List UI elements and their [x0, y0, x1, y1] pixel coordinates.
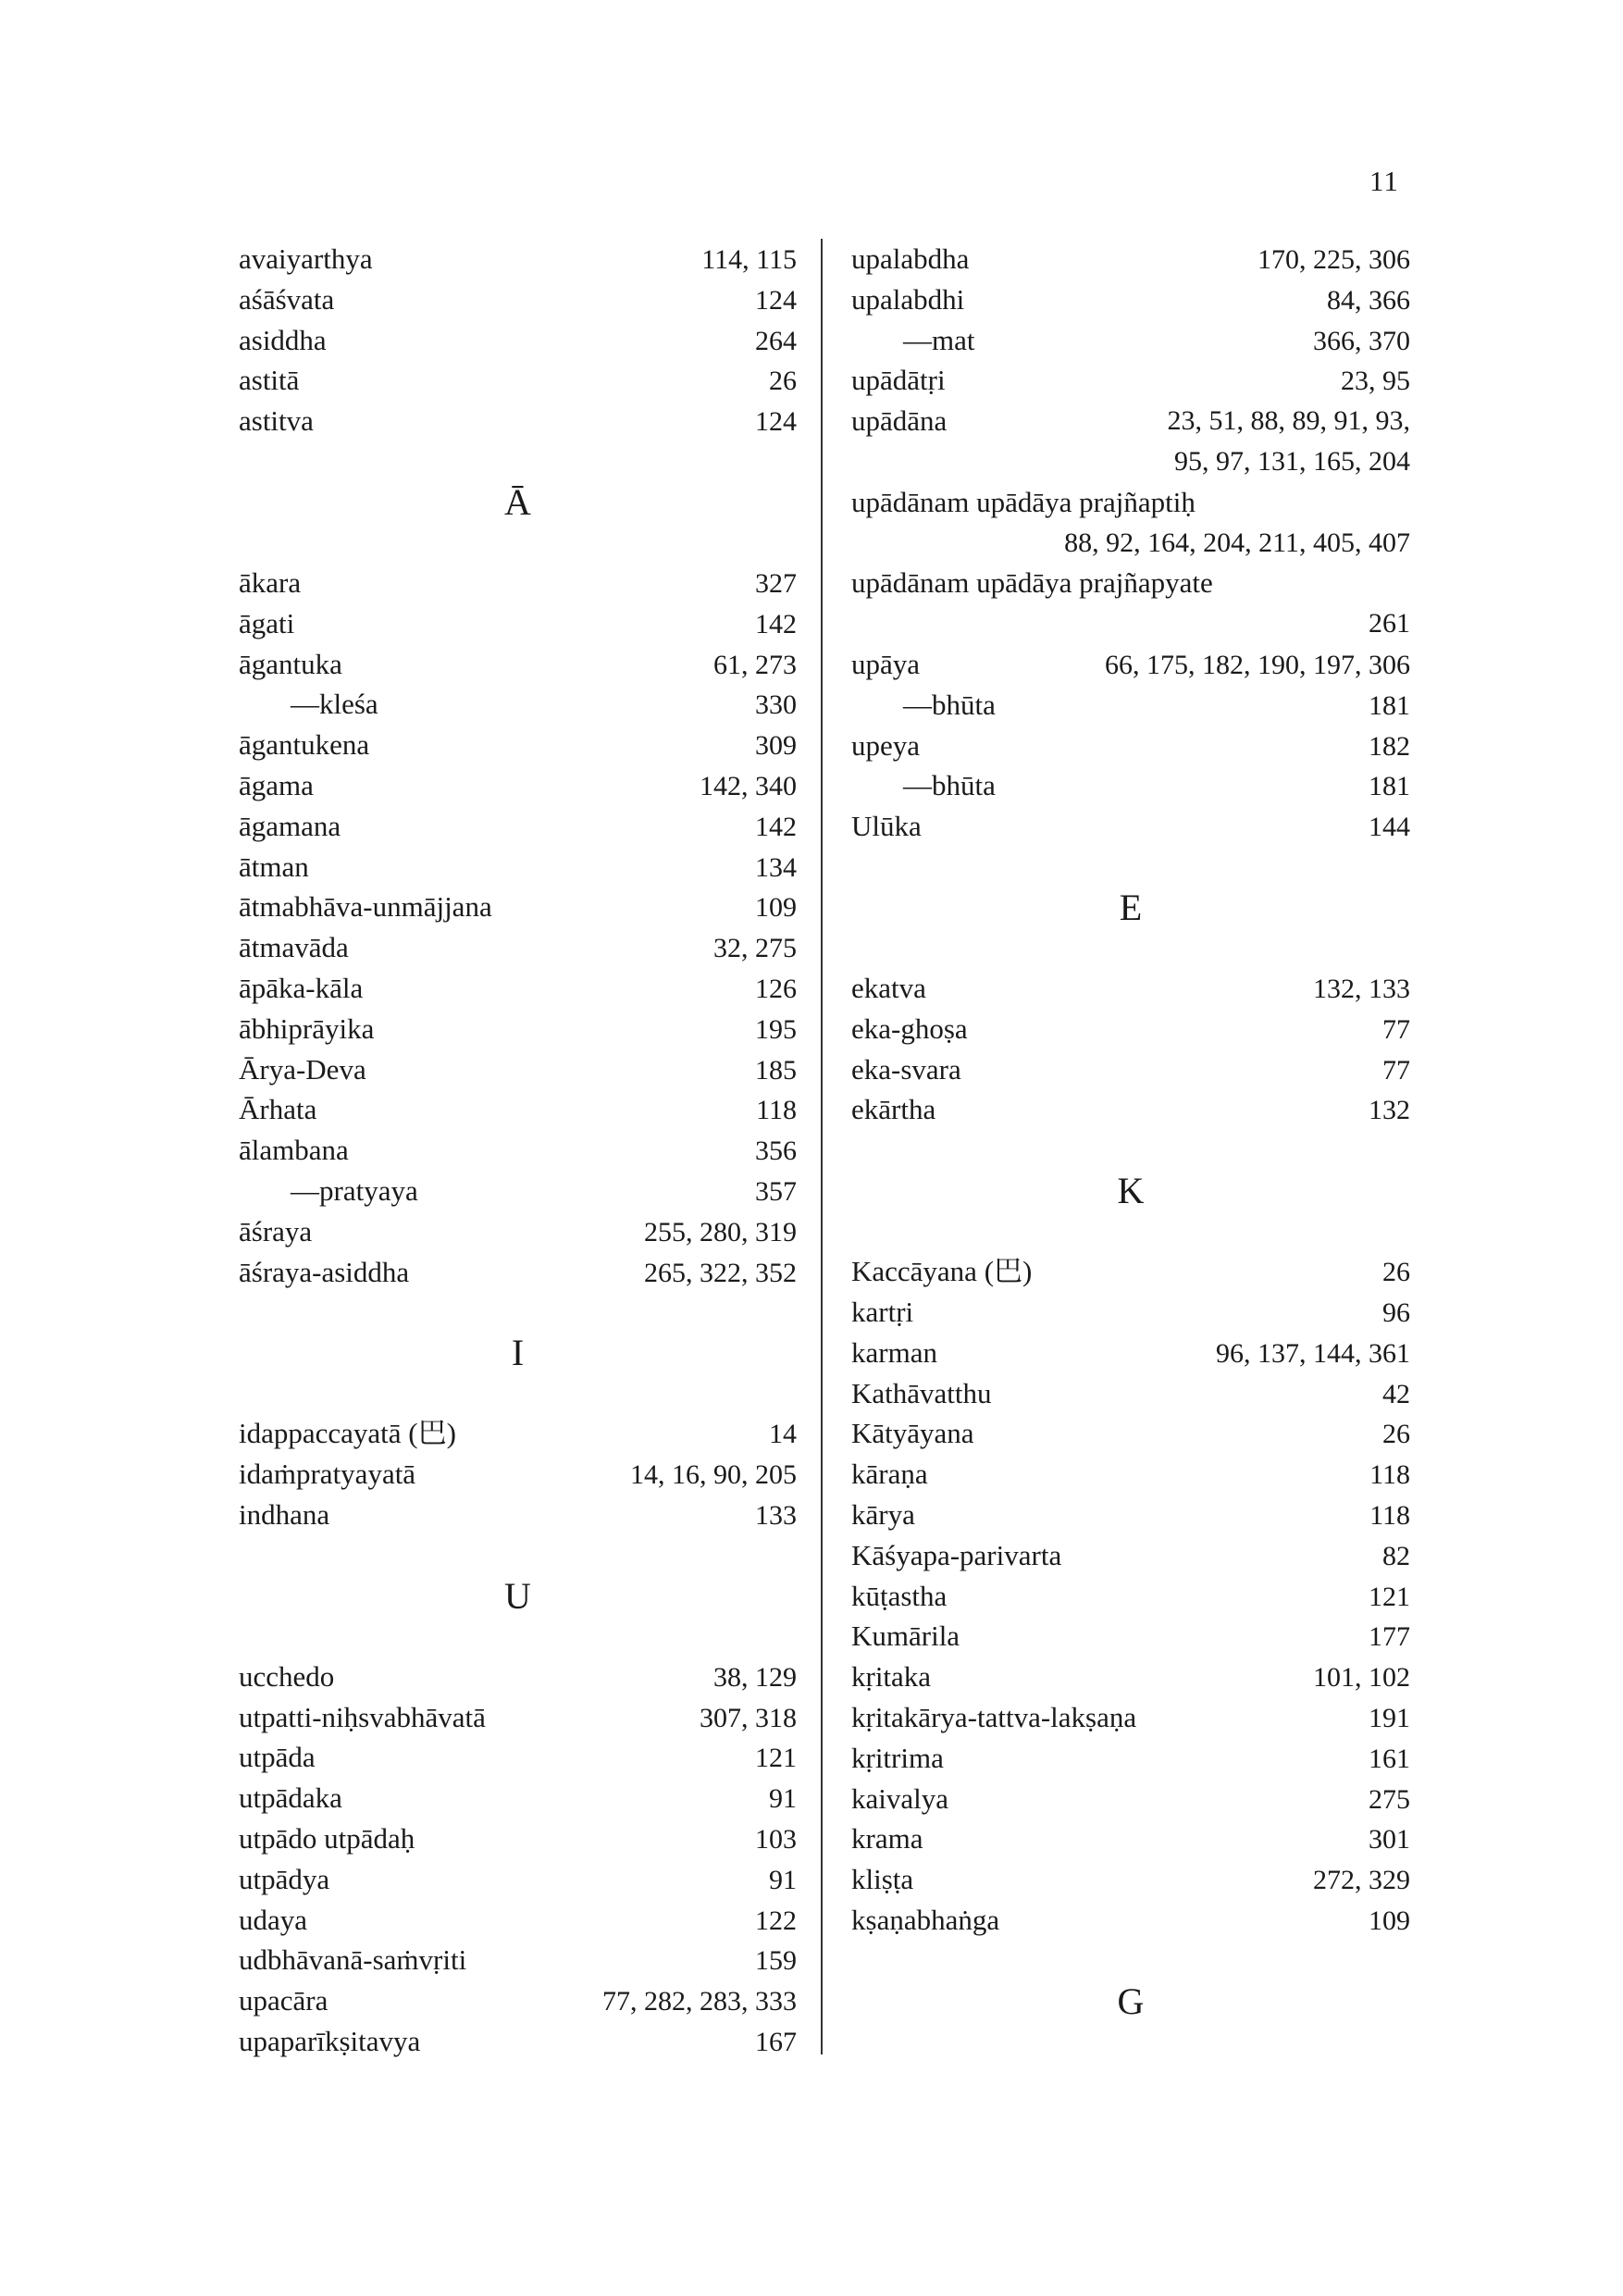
- index-term: kṛitaka: [851, 1660, 932, 1694]
- index-pages: 181: [1369, 771, 1410, 802]
- section-letter-heading: Ā: [504, 480, 531, 523]
- index-entry: [851, 1900, 1410, 1941]
- index-term: āgama: [239, 768, 314, 801]
- index-pages: 301: [1369, 1824, 1410, 1855]
- index-pages: 265, 322, 352: [644, 1257, 797, 1288]
- index-entry: [851, 1454, 1410, 1495]
- column-divider: [821, 239, 823, 2054]
- index-entry: [851, 1657, 1410, 1697]
- index-entry: [239, 1413, 797, 1454]
- index-entry: [851, 1333, 1410, 1373]
- index-pages: 264: [755, 325, 797, 356]
- index-entry: [851, 1089, 1410, 1130]
- index-entry: [239, 279, 797, 320]
- index-subentry: [851, 765, 1410, 806]
- index-term: karman: [851, 1335, 937, 1369]
- index-term: —kleśa: [291, 688, 378, 721]
- section-letter-heading: U: [504, 1574, 531, 1617]
- index-term: udbhāvanā-saṁvṛiti: [239, 1943, 467, 1977]
- index-pages: 309: [755, 730, 797, 762]
- index-term: eka-ghoṣa: [851, 1011, 968, 1045]
- index-pages: 91: [769, 1783, 797, 1815]
- index-pages: 142: [755, 811, 797, 842]
- index-pages: 32, 275: [713, 933, 797, 964]
- index-entry: [851, 1779, 1410, 1819]
- index-pages: 26: [1382, 1419, 1410, 1450]
- index-term: ātmavāda: [239, 931, 349, 964]
- index-term: ekatva: [851, 971, 926, 1004]
- index-term: Ārhata: [239, 1093, 317, 1126]
- index-entry: [851, 1413, 1410, 1454]
- index-pages: 255, 280, 319: [644, 1216, 797, 1247]
- index-term: āgamana: [239, 809, 341, 842]
- index-term: —mat: [903, 323, 975, 356]
- index-term: upaparīkṣitavya: [239, 2024, 421, 2057]
- index-term: utpādo utpādaḥ: [239, 1821, 415, 1855]
- index-entry: [239, 2021, 797, 2062]
- index-entry: [851, 968, 1410, 1009]
- index-term: aśāśvata: [239, 282, 335, 316]
- index-entry: [239, 1211, 797, 1252]
- section-letter-heading: E: [1119, 886, 1143, 928]
- index-entry: [239, 1454, 797, 1495]
- index-term: āpāka-kāla: [239, 971, 364, 1004]
- index-entry: [851, 1292, 1410, 1333]
- index-entry: [239, 887, 797, 927]
- index-pages: 272, 329: [1313, 1865, 1410, 1896]
- index-entry: [239, 927, 797, 968]
- index-term: udaya: [239, 1903, 308, 1936]
- index-entry: [239, 1049, 797, 1090]
- index-pages: 134: [755, 851, 797, 883]
- index-entry: [239, 239, 797, 279]
- index-entry: [239, 1657, 797, 1697]
- index-term: —bhūta: [903, 769, 996, 802]
- index-term: upādānam upādāya prajñapyate: [851, 566, 1213, 600]
- index-pages: 26: [769, 366, 797, 397]
- index-pages: 23, 51, 88, 89, 91, 93,: [1167, 405, 1410, 437]
- index-pages: 114, 115: [701, 244, 797, 275]
- index-pages: 42: [1382, 1378, 1410, 1409]
- index-pages: 144: [1369, 812, 1410, 843]
- index-entry: [851, 1009, 1410, 1049]
- index-term: Kumārila: [851, 1620, 960, 1653]
- index-entry: [239, 603, 797, 644]
- index-term: indhana: [239, 1497, 330, 1531]
- index-entry: [239, 1737, 797, 1778]
- index-pages: 330: [755, 689, 797, 721]
- index-entry: [239, 320, 797, 361]
- index-entry: [851, 1738, 1410, 1779]
- index-pages: 118: [756, 1095, 797, 1126]
- index-pages: 77: [1382, 1013, 1410, 1045]
- index-entry: [239, 1778, 797, 1818]
- index-entry: [851, 1251, 1410, 1292]
- index-term: āgantukena: [239, 728, 370, 762]
- index-entry: [239, 1252, 797, 1293]
- index-term: āgantuka: [239, 647, 342, 680]
- index-entry: [239, 847, 797, 887]
- index-entry: [239, 563, 797, 603]
- index-term: kaivalya: [851, 1781, 949, 1815]
- index-term: ekārtha: [851, 1093, 936, 1126]
- index-term: utpatti-niḥsvabhāvatā: [239, 1700, 486, 1733]
- index-pages: 132, 133: [1313, 973, 1410, 1004]
- page-number: 11: [1369, 165, 1399, 197]
- index-term: upādātṛi: [851, 364, 946, 397]
- index-term: —pratyaya: [291, 1173, 418, 1207]
- index-entry: [239, 644, 797, 685]
- index-term: idappaccayatā (巴): [239, 1417, 456, 1450]
- index-entry: [851, 806, 1410, 847]
- section-letter-heading: I: [511, 1332, 525, 1374]
- index-pages: 191: [1369, 1702, 1410, 1733]
- index-term: āśraya-asiddha: [239, 1255, 410, 1288]
- index-pages-continued: 95, 97, 131, 165, 204: [1174, 445, 1410, 477]
- index-entry: [239, 1130, 797, 1171]
- index-term: krama: [851, 1822, 923, 1855]
- index-term: ātman: [239, 850, 309, 883]
- section-letter-heading: G: [1117, 1980, 1145, 2022]
- index-pages: 118: [1369, 1499, 1410, 1531]
- index-term: kṛitakārya-tattva-lakṣaṇa: [851, 1700, 1137, 1733]
- index-pages: 185: [755, 1054, 797, 1086]
- index-term: upādāna: [851, 404, 948, 438]
- index-pages: 142, 340: [700, 770, 797, 801]
- index-pages: 77: [1382, 1054, 1410, 1086]
- index-subentry: [851, 685, 1410, 726]
- index-pages: 96: [1382, 1297, 1410, 1328]
- index-term: kliṣṭa: [851, 1863, 914, 1896]
- section-letter-heading: K: [1117, 1170, 1145, 1212]
- index-term: āgati: [239, 606, 295, 639]
- index-term: utpādaka: [239, 1781, 342, 1815]
- index-entry: [851, 1576, 1410, 1617]
- index-term: kartṛi: [851, 1295, 914, 1328]
- index-term: ākara: [239, 565, 302, 599]
- index-term: ucchedo: [239, 1659, 335, 1693]
- index-pages: 82: [1382, 1540, 1410, 1571]
- index-entry: [239, 1900, 797, 1941]
- index-term: idaṁpratyayatā: [239, 1458, 416, 1491]
- index-pages: 142: [755, 608, 797, 639]
- index-entry: [239, 806, 797, 847]
- index-term: Kātyāyana: [851, 1417, 974, 1450]
- index-entry: [851, 360, 1410, 401]
- index-term: Kaccāyana (巴): [851, 1255, 1033, 1288]
- index-term: Ārya-Deva: [239, 1052, 366, 1086]
- index-subentry: [239, 684, 797, 725]
- index-entry: [239, 1940, 797, 1980]
- index-entry: [239, 1495, 797, 1535]
- index-term: Ulūka: [851, 810, 922, 843]
- index-term: kṣaṇabhaṅga: [851, 1903, 1000, 1936]
- index-entry: [851, 1049, 1410, 1090]
- index-pages: 132: [1369, 1095, 1410, 1126]
- index-pages: 170, 225, 306: [1258, 244, 1410, 275]
- index-entry: [851, 1373, 1410, 1414]
- index-pages: 195: [755, 1013, 797, 1045]
- index-pages: 14, 16, 90, 205: [630, 1459, 797, 1491]
- index-entry: [851, 239, 1410, 279]
- index-term: ābhiprāyika: [239, 1011, 375, 1045]
- index-pages: 161: [1369, 1743, 1410, 1774]
- index-entry: [239, 765, 797, 806]
- index-term: ātmabhāva-unmājjana: [239, 890, 492, 924]
- index-term: kārya: [851, 1497, 915, 1531]
- index-entry: [239, 401, 797, 441]
- index-entry: [851, 279, 1410, 320]
- index-column-right: [851, 239, 1410, 2062]
- index-pages: 356: [755, 1136, 797, 1167]
- index-pages: 96, 137, 144, 361: [1216, 1337, 1410, 1369]
- index-term: upāya: [851, 647, 921, 680]
- index-term: kṛitrima: [851, 1741, 944, 1774]
- index-term: kūṭastha: [851, 1579, 948, 1612]
- index-term: upādānam upādāya prajñaptiḥ: [851, 485, 1196, 518]
- index-entry: [851, 401, 1410, 482]
- index-pages: 124: [755, 284, 797, 316]
- index-entry: [239, 1859, 797, 1900]
- index-term: āśraya: [239, 1214, 313, 1247]
- index-pages: 124: [755, 406, 797, 438]
- index-pages: 181: [1369, 689, 1410, 721]
- index-pages: 91: [769, 1864, 797, 1895]
- index-entry: [239, 1009, 797, 1049]
- index-pages: 109: [1369, 1905, 1410, 1936]
- index-term: utpādya: [239, 1862, 330, 1895]
- index-pages: 307, 318: [700, 1702, 797, 1733]
- index-pages: 121: [1369, 1581, 1410, 1612]
- index-term: Kāśyapa-parivarta: [851, 1538, 1062, 1571]
- index-entry: [851, 563, 1410, 644]
- index-pages: 61, 273: [713, 649, 797, 680]
- index-pages: 103: [755, 1823, 797, 1855]
- index-entry: [851, 1859, 1410, 1900]
- index-entry: [851, 726, 1410, 766]
- index-term: eka-svara: [851, 1052, 961, 1086]
- index-subentry: [239, 1171, 797, 1211]
- index-term: —bhūta: [903, 688, 996, 721]
- index-pages: 38, 129: [713, 1661, 797, 1693]
- index-column-left: [239, 239, 797, 2062]
- index-entry: [851, 1818, 1410, 1859]
- index-pages: 109: [755, 892, 797, 924]
- index-pages: 357: [755, 1175, 797, 1207]
- index-term: upacāra: [239, 1984, 328, 2017]
- index-term: asiddha: [239, 323, 327, 356]
- index-pages: 167: [755, 2026, 797, 2057]
- index-term: kāraṇa: [851, 1458, 928, 1491]
- index-pages: 275: [1369, 1783, 1410, 1815]
- index-pages: 101, 102: [1313, 1662, 1410, 1694]
- index-pages: 159: [755, 1945, 797, 1977]
- index-term: astitva: [239, 404, 314, 438]
- index-pages: 23, 95: [1341, 366, 1410, 397]
- index-pages: 26: [1382, 1257, 1410, 1288]
- index-pages: 77, 282, 283, 333: [602, 1986, 797, 2017]
- index-pages: 84, 366: [1327, 284, 1410, 316]
- index-pages: 14: [769, 1419, 797, 1450]
- index-term: upeya: [851, 728, 921, 762]
- index-pages-continued: 88, 92, 164, 204, 211, 405, 407: [1064, 527, 1410, 558]
- index-entry: [851, 1616, 1410, 1657]
- index-entry: [239, 1697, 797, 1738]
- index-term: astitā: [239, 364, 300, 397]
- index-subentry: [851, 320, 1410, 361]
- index-entry: [851, 644, 1410, 685]
- index-pages-continued: 261: [1369, 608, 1410, 639]
- index-entry: [851, 1495, 1410, 1535]
- index-entry: [239, 1089, 797, 1130]
- index-entry: [851, 1697, 1410, 1738]
- index-pages: 133: [755, 1499, 797, 1531]
- index-entry: [239, 1980, 797, 2021]
- index-pages: 177: [1369, 1621, 1410, 1653]
- index-term: upalabdhi: [851, 282, 965, 316]
- index-entry: [239, 360, 797, 401]
- index-pages: 366, 370: [1313, 325, 1410, 356]
- index-pages: 327: [755, 567, 797, 599]
- index-pages: 126: [755, 973, 797, 1004]
- index-pages: 121: [755, 1743, 797, 1774]
- index-pages: 182: [1369, 730, 1410, 762]
- index-term: avaiyarthya: [239, 242, 373, 275]
- index-pages: 122: [755, 1905, 797, 1936]
- index-pages: 66, 175, 182, 190, 197, 306: [1105, 649, 1410, 680]
- index-term: Kathāvatthu: [851, 1376, 992, 1409]
- index-term: upalabdha: [851, 242, 970, 275]
- index-entry: [239, 725, 797, 765]
- index-entry: [239, 1818, 797, 1859]
- index-entry: [851, 1535, 1410, 1576]
- index-entry: [239, 968, 797, 1009]
- index-pages: 118: [1369, 1459, 1410, 1491]
- index-term: utpāda: [239, 1741, 316, 1774]
- index-term: ālambana: [239, 1134, 349, 1167]
- index-entry: [851, 482, 1410, 564]
